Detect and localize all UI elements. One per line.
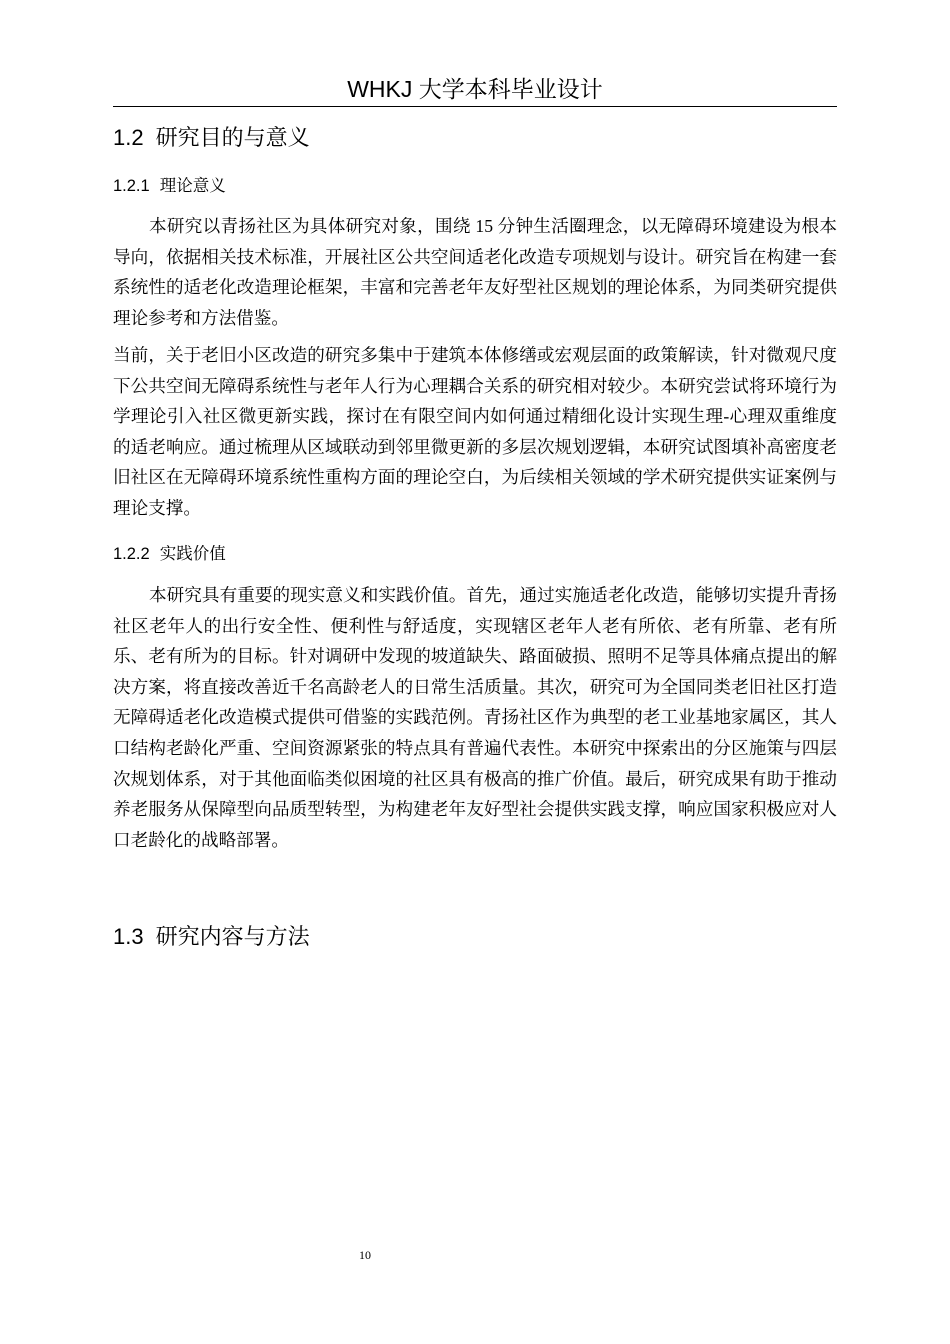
- subsection-title: 理论意义: [159, 177, 226, 195]
- section-title: 研究内容与方法: [155, 924, 310, 949]
- page-number: 10: [359, 1248, 371, 1262]
- subsection-number: 1.2.2: [113, 545, 150, 563]
- section-number: 1.2: [113, 125, 144, 150]
- subsection-heading-1-2-1: [113, 174, 837, 198]
- subsection-title: 实践价值: [159, 545, 226, 563]
- section-heading-1-2: [113, 122, 837, 154]
- section-heading-1-3: [113, 921, 837, 953]
- paragraph-theory-2: 当前，关于老旧小区改造的研究多集中于建筑本体修缮或宏观层面的政策解读，针对微观尺度下公共空间无障碍系统性与老年人行为心理耦合关系的研究相对较少。本研究尝试将环境行为学理论引入社区微更新实践，探讨在有限空间内如何通过精细化设计实现生理-心理双重维度的适老响应。通过梳理从区域联动到邻里微更新的多层次规划逻辑，本研究试图填补高密度老旧社区在无障碍环境系统性重构方面的理论空白，为后续相关领域的学术研究提供实证案例与理论支撑。: [113, 345, 837, 518]
- paragraph-theory-1: 本研究以青扬社区为具体研究对象，围绕 15 分钟生活圈理念，以无障碍环境建设为根本导向，依据相关技术标准，开展社区公共空间适老化改造专项规划与设计。研究旨在构建一套系统性的适老化改造理论框架，丰富和完善老年友好型社区规划的理论体系，为同类研究提供理论参考和方法借鉴。: [113, 216, 837, 328]
- header-divider: [113, 106, 837, 107]
- section-number: 1.3: [113, 924, 144, 949]
- subsection-number: 1.2.1: [113, 177, 150, 195]
- page-header-title: WHKJ 大学本科毕业设计: [347, 76, 603, 102]
- section-title: 研究目的与意义: [155, 125, 310, 150]
- paragraph-practice-1: 本研究具有重要的现实意义和实践价值。首先，通过实施适老化改造，能够切实提升青扬社区老年人的出行安全性、便利性与舒适度，实现辖区老年人老有所依、老有所靠、老有所乐、老有所为的目标。针对调研中发现的坡道缺失、路面破损、照明不足等具体痛点提出的解决方案，将直接改善近千名高龄老人的日常生活质量。其次，研究可为全国同类老旧社区打造无障碍适老化改造模式提供可借鉴的实践范例。青扬社区作为典型的老工业基地家属区，其人口结构老龄化严重、空间资源紧张的特点具有普遍代表性。本研究中探索出的分区施策与四层次规划体系，对于其他面临类似困境的社区具有极高的推广价值。最后，研究成果有助于推动养老服务从保障型向品质型转型，为构建老年友好型社会提供实践支撑，响应国家积极应对人口老龄化的战略部署。: [113, 585, 837, 850]
- subsection-heading-1-2-2: [113, 542, 837, 566]
